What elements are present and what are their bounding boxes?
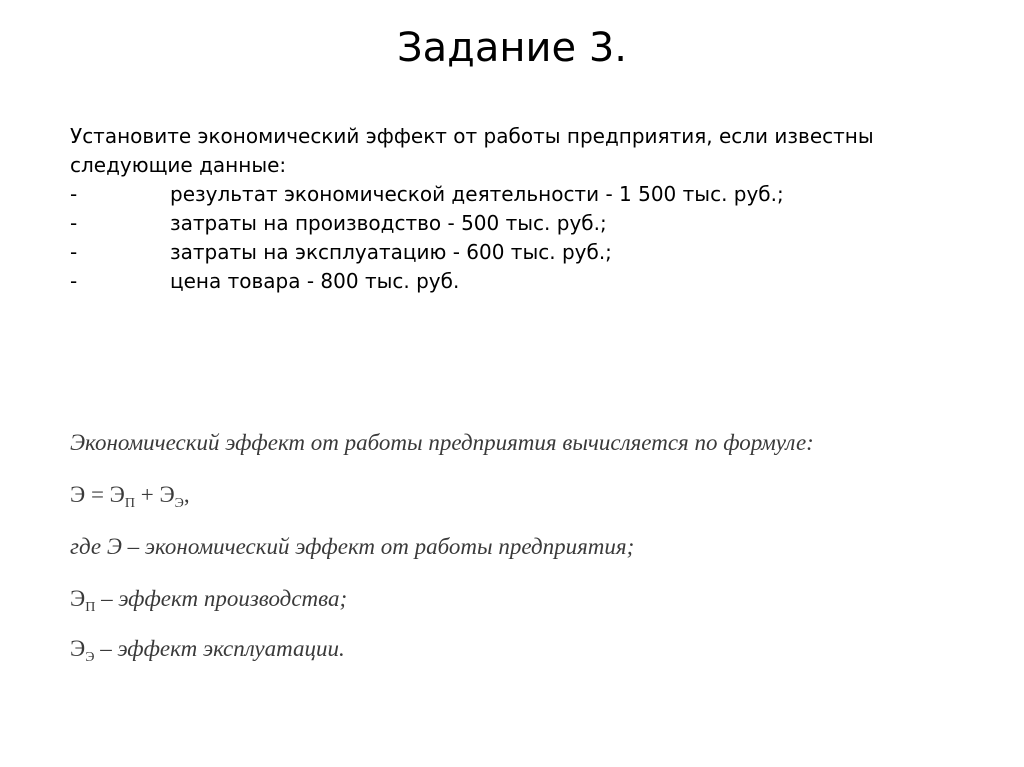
production-subscript: П — [85, 600, 96, 615]
task-item — [70, 267, 970, 296]
definition-production — [70, 586, 347, 616]
definition-total: где Э – экономический эффект от работы предприятия; — [70, 534, 635, 559]
task-item-text: цена товара - 800 тыс. руб. — [170, 269, 460, 293]
formula-term2: Э — [159, 482, 175, 507]
formula-term1: Э — [109, 482, 125, 507]
task-item — [70, 180, 970, 209]
task-item-text: затраты на эксплуатацию - 600 тыс. руб.; — [170, 240, 612, 264]
task-block — [70, 122, 970, 296]
exploitation-symbol: Э — [70, 636, 86, 661]
formula — [70, 482, 190, 512]
solution-intro: Экономический эффект от работы предприятия вычисляется по формуле: — [70, 430, 814, 455]
formula-term2-subscript: Э — [174, 496, 184, 511]
task-item-marker: - — [70, 211, 78, 235]
task-item-text: результат экономической деятельности - 1 500 тыс. руб.; — [170, 182, 784, 206]
task-item — [70, 238, 970, 267]
exploitation-subscript: Э — [85, 650, 95, 665]
definition-exploitation — [70, 636, 345, 666]
formula-plus: + — [134, 482, 160, 507]
production-text: – эффект производства; — [95, 586, 348, 611]
task-item-text: затраты на производство - 500 тыс. руб.; — [170, 211, 607, 235]
task-intro: Установите экономический эффект от работы предприятия, если известны следующие данные: — [70, 124, 874, 177]
exploitation-text: – эффект эксплуатации. — [94, 636, 345, 661]
formula-lhs: Э — [70, 482, 86, 507]
production-symbol: Э — [70, 586, 86, 611]
formula-end: , — [183, 482, 190, 507]
task-item-marker: - — [70, 269, 78, 293]
task-item — [70, 209, 970, 238]
task-item-marker: - — [70, 182, 78, 206]
slide-title: Задание 3. — [397, 25, 627, 71]
task-item-marker: - — [70, 240, 78, 264]
formula-term1-subscript: П — [124, 496, 135, 511]
formula-equals: = — [85, 482, 110, 507]
